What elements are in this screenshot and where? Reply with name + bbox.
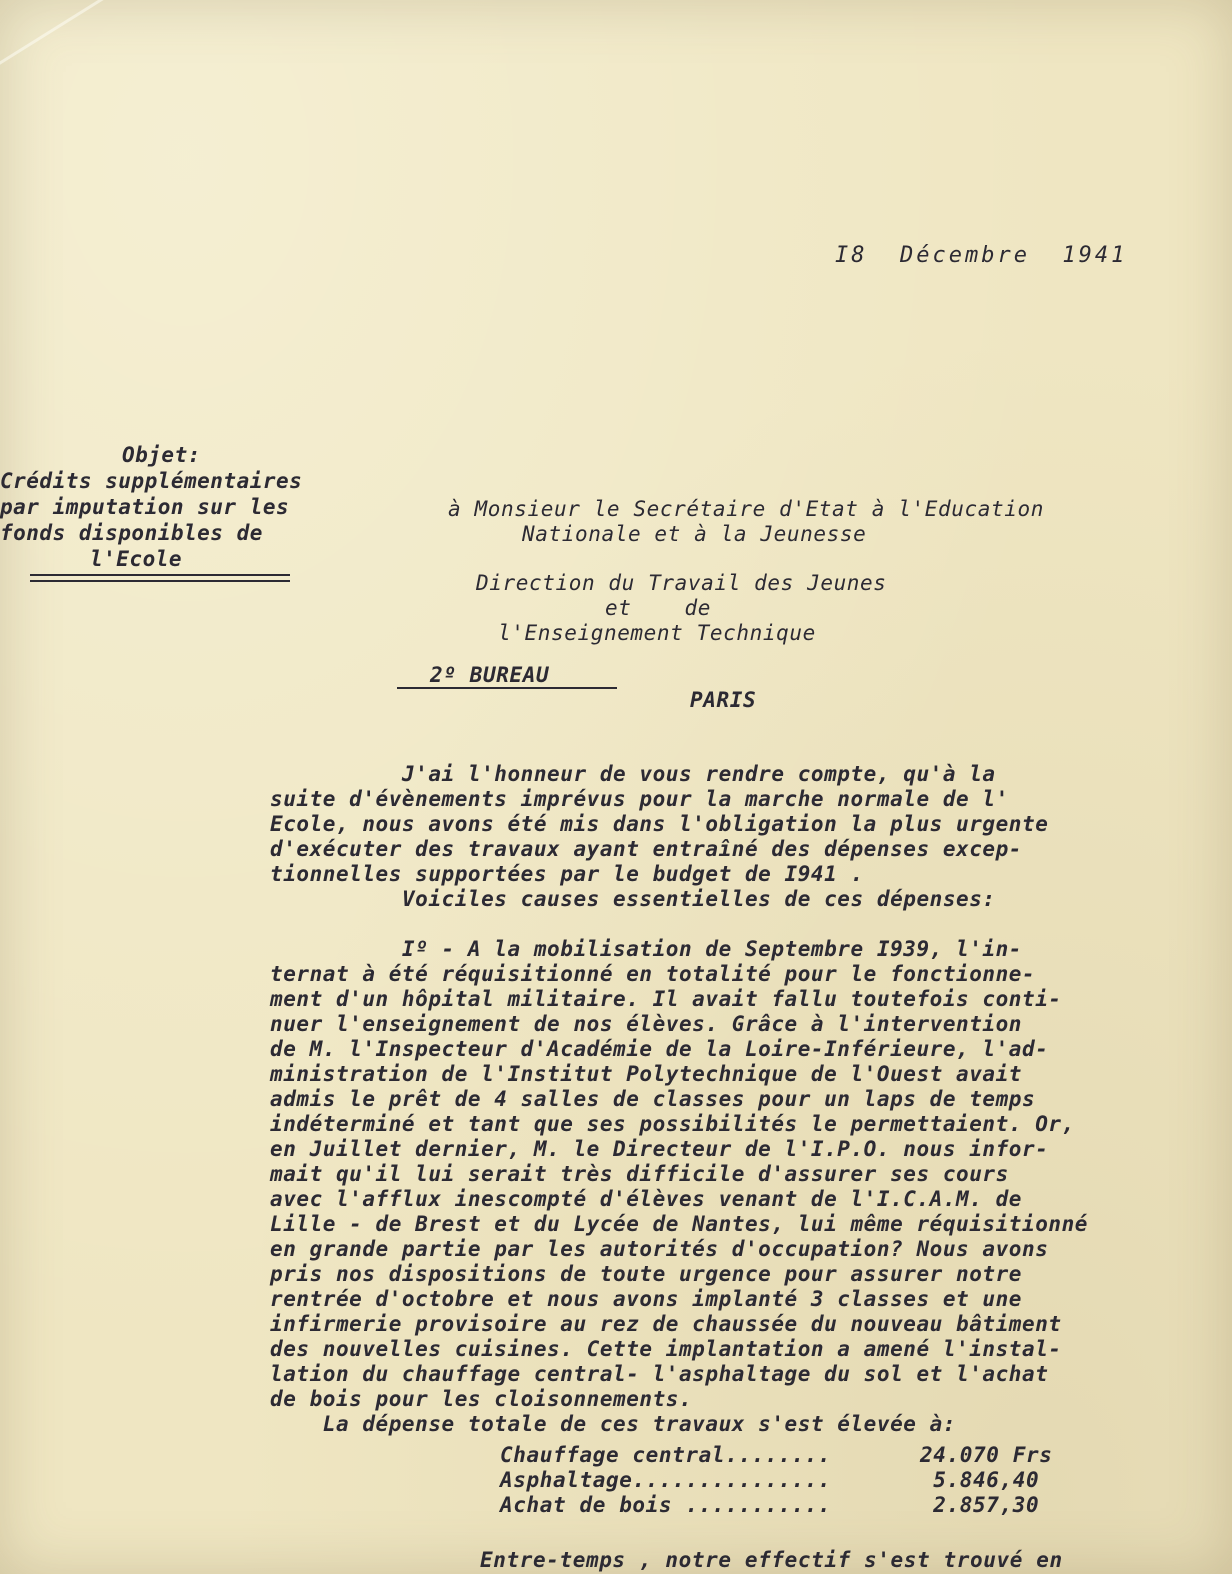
- body-line: ministration de l'Institut Polytechnique de l'Ouest avait: [270, 1062, 1023, 1086]
- body-line: [270, 912, 1220, 937]
- direction-line-1: Direction du Travail des Jeunes: [476, 571, 887, 595]
- expense-list: [500, 1443, 1052, 1518]
- direction-line-3: l'Enseignement Technique: [498, 621, 816, 645]
- body-line: indéterminé et tant que ses possibilités le permettaient. Or,: [270, 1112, 1075, 1136]
- expense-amount: 24.070 Frs: [920, 1443, 1053, 1467]
- expense-row: [500, 1468, 1052, 1493]
- subject-line: Crédits supplémentaires: [0, 469, 303, 493]
- body-line: nuer l'enseignement de nos élèves. Grâce à l'intervention: [270, 1012, 1023, 1036]
- body-line: en grande partie par les autorités d'occupation? Nous avons: [270, 1237, 1049, 1261]
- letter-body: [270, 762, 1220, 1437]
- recipient-line-2: Nationale et à la Jeunesse: [522, 522, 867, 546]
- letter-date: I8 Décembre 1941: [835, 243, 1128, 268]
- expense-amount: 5.846,40: [920, 1468, 1040, 1492]
- body-line: Iº - A la mobilisation de Septembre I939, l'in-: [270, 937, 1023, 961]
- expense-label: Chauffage central........: [500, 1443, 832, 1467]
- body-line: rentrée d'octobre et nous avons implanté 3 classes et une: [270, 1287, 1023, 1311]
- body-line: des nouvelles cuisines. Cette implantation a amené l'instal-: [270, 1337, 1062, 1361]
- paper-crease: [0, 0, 132, 73]
- body-line: La dépense totale de ces travaux s'est élevée à:: [270, 1412, 957, 1436]
- body-line: mait qu'il lui serait très difficile d'assurer ses cours: [270, 1162, 1009, 1186]
- bureau-label: 2º BUREAU: [430, 663, 550, 687]
- body-line: d'exécuter des travaux ayant entraîné des dépenses excep-: [270, 837, 1023, 861]
- subject-line: par imputation sur les: [0, 495, 290, 519]
- body-line: de bois pour les cloisonnements.: [270, 1387, 693, 1411]
- subject-heading: Objet:: [122, 443, 201, 467]
- body-line: J'ai l'honneur de vous rendre compte, qu'à la: [270, 762, 996, 786]
- body-line: tionnelles supportées par le budget de I941 .: [270, 862, 864, 886]
- body-line: suite d'évènements imprévus pour la marche normale de l': [270, 787, 1009, 811]
- expense-label: Asphaltage...............: [500, 1468, 832, 1492]
- body-line: Lille - de Brest et du Lycée de Nantes, lui même réquisitionné: [270, 1212, 1088, 1236]
- subject-block: [0, 442, 360, 572]
- expense-amount: 2.857,30: [920, 1493, 1040, 1517]
- continuation-line: Entre-temps , notre effectif s'est trouvé en: [480, 1548, 1063, 1572]
- direction-line-2: et de: [605, 596, 711, 620]
- recipient-line-1: à Monsieur le Secrétaire d'Etat à l'Education: [448, 497, 1044, 521]
- bureau-underline: [397, 687, 617, 689]
- subject-line: l'Ecole: [90, 547, 183, 571]
- body-line: Voiciles causes essentielles de ces dépenses:: [270, 887, 996, 911]
- body-line: lation du chauffage central- l'asphaltage du sol et l'achat: [270, 1362, 1049, 1386]
- subject-line: fonds disponibles de: [0, 521, 263, 545]
- expense-row: [500, 1493, 1052, 1518]
- body-line: de M. l'Inspecteur d'Académie de la Loire-Inférieure, l'ad-: [270, 1037, 1049, 1061]
- body-line: ternat à été réquisitionné en totalité pour le fonctionne-: [270, 962, 1036, 986]
- body-line: pris nos dispositions de toute urgence pour assurer notre: [270, 1262, 1023, 1286]
- body-line: Ecole, nous avons été mis dans l'obligation la plus urgente: [270, 812, 1049, 836]
- body-line: admis le prêt de 4 salles de classes pour un laps de temps: [270, 1087, 1036, 1111]
- subject-underline: [30, 574, 290, 582]
- expense-row: [500, 1443, 1052, 1468]
- city-label: PARIS: [690, 688, 757, 712]
- body-line: avec l'afflux inescompté d'élèves venant de l'I.C.A.M. de: [270, 1187, 1023, 1211]
- body-line: ment d'un hôpital militaire. Il avait fallu toutefois conti-: [270, 987, 1062, 1011]
- body-line: infirmerie provisoire au rez de chaussée du nouveau bâtiment: [270, 1312, 1062, 1336]
- expense-label: Achat de bois ...........: [500, 1493, 832, 1517]
- body-line: en Juillet dernier, M. le Directeur de l'I.P.O. nous infor-: [270, 1137, 1049, 1161]
